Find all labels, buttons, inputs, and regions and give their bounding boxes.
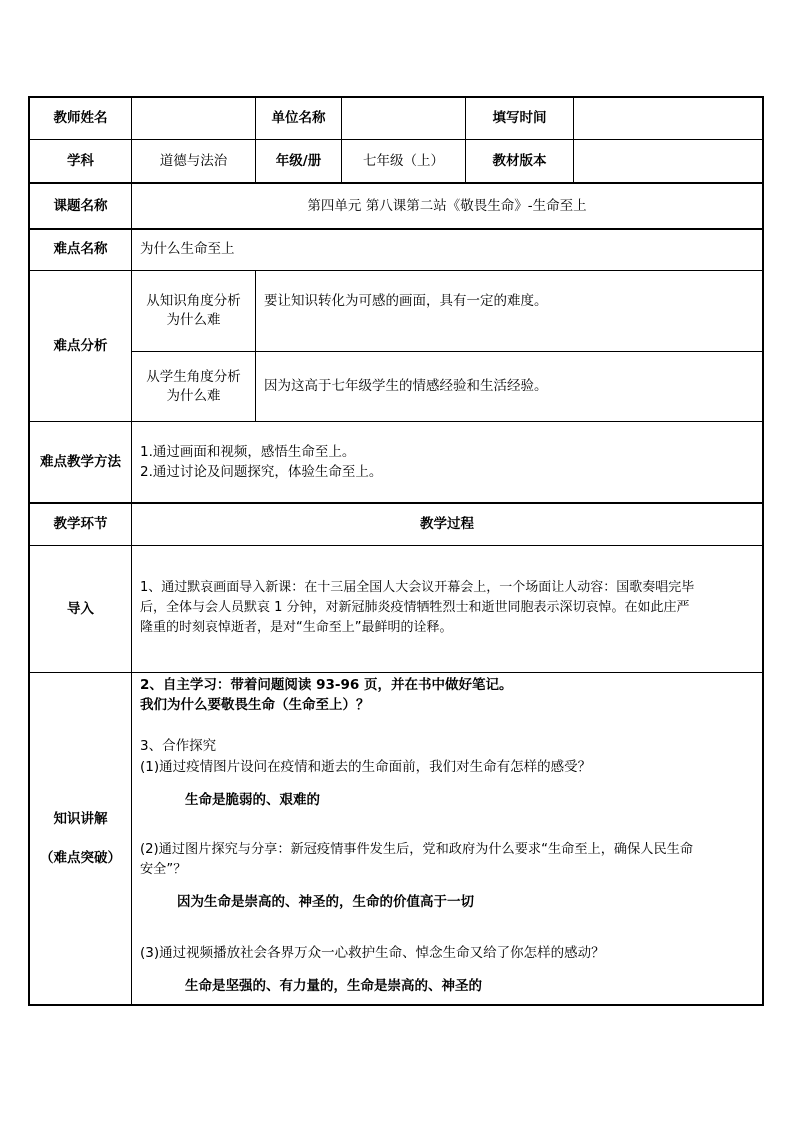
- knowledge-stage-line-2: （难点突破）: [40, 849, 121, 866]
- student-angle-line-2: 为什么难: [166, 387, 221, 404]
- lesson-title-value: 第四单元 第八课第二站《敬畏生命》-生命至上: [307, 197, 587, 214]
- unit-name-field[interactable]: [342, 98, 465, 139]
- knowledge-stage-label: [30, 673, 131, 1004]
- teacher-name-field[interactable]: [132, 98, 255, 139]
- knowledge-angle-line-1: 从知识角度分析: [146, 293, 241, 309]
- intro-line: 隆重的时刻哀悼逝者，是对“生命至上”最鲜明的诠释。: [140, 620, 453, 635]
- student-angle-line-1: 从学生角度分析: [146, 368, 241, 385]
- subject-value: 道德与法治: [159, 152, 228, 169]
- teaching-method-line: 2.通过讨论及问题探究，体验生命至上。: [140, 464, 383, 480]
- difficulty-name-value: 为什么生命至上: [140, 241, 235, 257]
- row-divider: [28, 672, 764, 673]
- intro-stage-label: 导入: [67, 600, 94, 617]
- cooperative-inquiry-heading: 3、合作探究: [140, 738, 217, 754]
- question-2-line: (2)通过图片探究与分享：新冠疫情事件发生后，党和政府为什么要求“生命至上，确保人民生命: [140, 842, 694, 857]
- teaching-stage-header: 教学环节: [53, 516, 108, 532]
- knowledge-angle-label: [132, 271, 255, 351]
- answer-1: 生命是脆弱的、艰难的: [185, 792, 320, 808]
- intro-line: 1、通过默哀画面导入新课：在十三届全国人大会议开幕会上，一个场面让人动容：国歌奏唱完毕: [140, 580, 695, 595]
- knowledge-stage-line-1: 知识讲解: [53, 810, 108, 827]
- student-angle-value: 因为这高于七年级学生的情感经验和生活经验。: [264, 378, 548, 394]
- teaching-method-line: 1.通过画面和视频，感悟生命至上。: [140, 444, 356, 460]
- intro-line: 后，全体与会人员默哀 1 分钟，对新冠肺炎疫情牺牲烈士和逝世同胞表示深切哀悼。在如此庄严: [140, 600, 690, 615]
- student-angle-label: [132, 352, 255, 421]
- teacher-name-label: 教师姓名: [53, 110, 108, 126]
- grade-label: 年级/册: [275, 152, 322, 169]
- self-study-text: 2、自主学习：带着问题阅读 93-96 页，并在书中做好笔记。: [140, 677, 513, 693]
- fill-date-field[interactable]: [574, 98, 762, 139]
- teaching-method-label: 难点教学方法: [40, 453, 121, 470]
- difficulty-name-label: 难点名称: [53, 241, 108, 257]
- question-1: (1)通过疫情图片设问在疫情和逝去的生命面前，我们对生命有怎样的感受？: [140, 759, 592, 775]
- answer-3: 生命是坚强的、有力量的，生命是崇高的、神圣的: [185, 978, 482, 994]
- intro-content: [140, 578, 760, 638]
- lesson-title-label: 课题名称: [53, 197, 108, 214]
- teaching-method-content: [140, 442, 755, 482]
- row-divider: [28, 421, 764, 422]
- answer-2: 因为生命是崇高的、神圣的，生命的价值高于一切: [177, 894, 474, 910]
- difficulty-analysis-label: 难点分析: [53, 337, 108, 354]
- row-divider: [28, 545, 764, 546]
- teaching-process-header: 教学过程: [420, 516, 474, 532]
- knowledge-angle-line-2: 为什么难: [166, 312, 221, 328]
- unit-name-label: 单位名称: [271, 110, 326, 126]
- subject-label: 学科: [67, 152, 94, 169]
- question-3: (3)通过视频播放社会各界万众一心救护生命、悼念生命又给了你怎样的感动？: [140, 945, 605, 961]
- textbook-version-field[interactable]: [574, 140, 762, 182]
- key-question-text: 我们为什么要敬畏生命（生命至上）？: [140, 697, 370, 713]
- question-2: [140, 840, 762, 880]
- grade-value: 七年级（上）: [363, 152, 444, 169]
- textbook-version-label: 教材版本: [492, 152, 547, 169]
- fill-date-label: 填写时间: [492, 110, 547, 126]
- question-2-line: 安全”？: [140, 862, 187, 877]
- knowledge-angle-value: 要让知识转化为可感的画面，具有一定的难度。: [264, 292, 548, 309]
